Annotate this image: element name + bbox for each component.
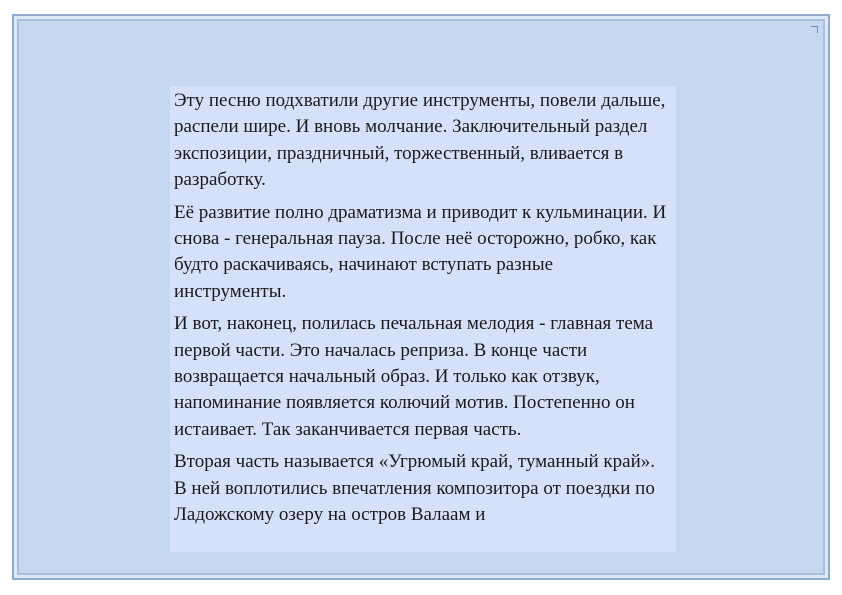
text-box xyxy=(170,86,676,552)
paragraph-1: Эту песню подхватили другие инструменты, повели дальше, распели шире. И вновь молчание. Заключительный раздел экспозиции, праздничный, торжественный, вливается в разработку. xyxy=(174,90,666,191)
paragraph-4: Вторая часть называется «Угрюмый край, туманный край». В ней воплотились впечатления композитора от поездки по Ладожскому озеру на остров Валаам и xyxy=(174,451,655,526)
corner-decoration xyxy=(811,26,818,33)
paragraph-3: И вот, наконец, полилась печальная мелодия - главная тема первой части. Это началась реприза. В конце части возвращается начальный образ. И только как отзвук, напоминание появляется колючий мотив. Постепенно он истаивает. Так заканчивается первая часть. xyxy=(174,313,654,440)
slide-frame xyxy=(12,14,830,580)
paragraph-2: Её развитие полно драматизма и приводит к кульминации. И снова - генеральная пауза. После неё осторожно, робко, как будто раскачиваясь, начинают вступать разные инструменты. xyxy=(174,201,667,302)
